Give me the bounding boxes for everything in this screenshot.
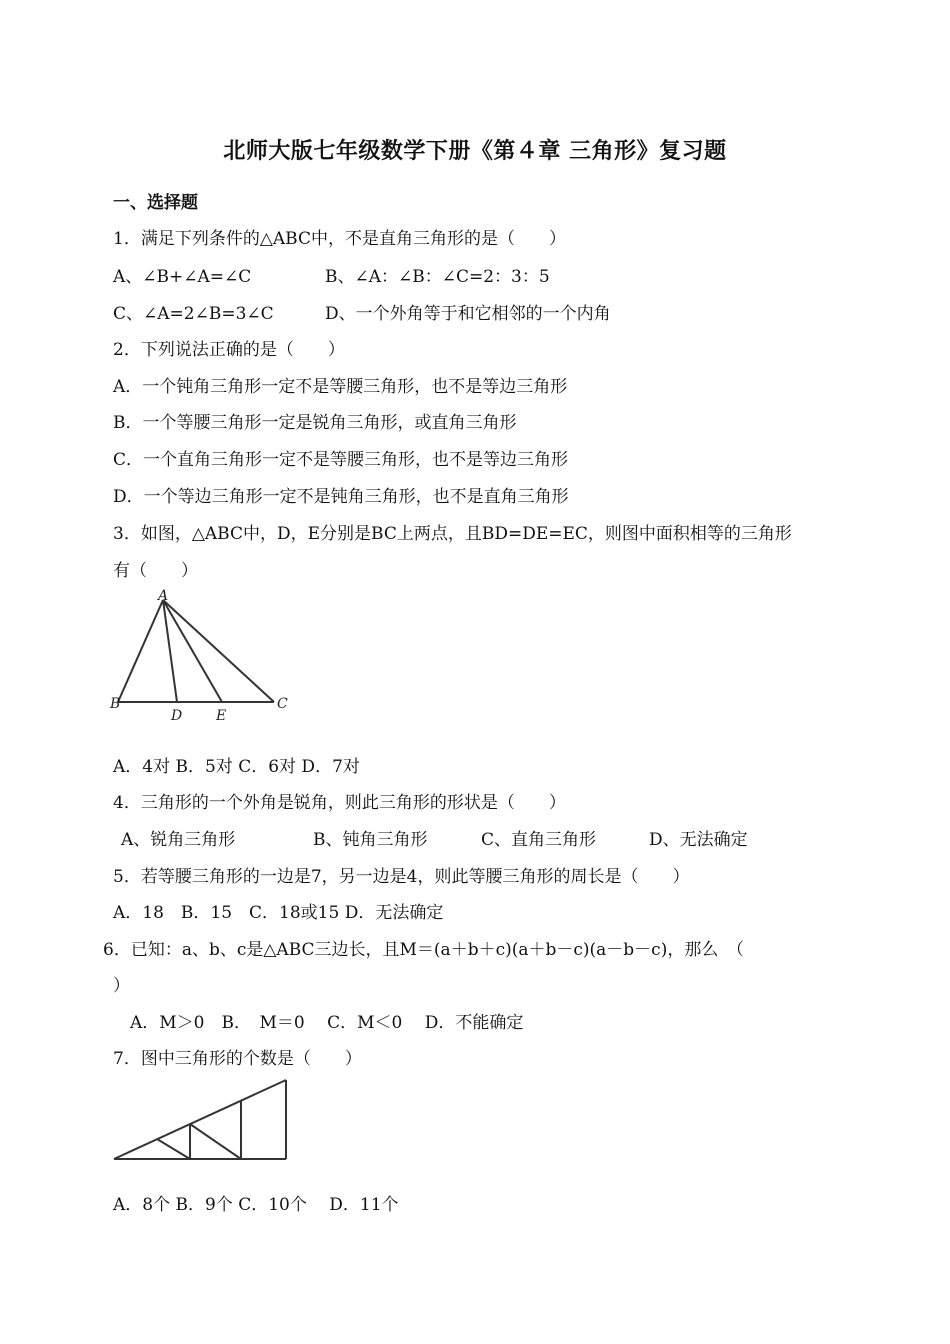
q1-option-c: C、∠A=2∠B=3∠C xyxy=(113,304,274,324)
label-d: D xyxy=(171,708,183,723)
label-e: E xyxy=(216,708,227,723)
q1-option-d: D、一个外角等于和它相邻的一个内角 xyxy=(325,304,611,324)
section-heading: 一、选择题 xyxy=(113,193,198,213)
segment-ab xyxy=(118,600,163,702)
q7-triangles-figure xyxy=(110,1076,292,1164)
q2-option-d: D．一个等边三角形一定不是钝角三角形，也不是直角三角形 xyxy=(113,487,569,507)
q2-stem: 2．下列说法正确的是（ ） xyxy=(113,340,345,360)
inner-line-3 xyxy=(190,1124,241,1159)
q4-option-a: A、锐角三角形 xyxy=(121,830,236,850)
q7-options: A．8个 B．9个 C．10个 D．11个 xyxy=(113,1195,399,1215)
label-a: A xyxy=(158,588,169,604)
q1-option-a: A、∠B+∠A=∠C xyxy=(113,267,252,287)
q3-stem: 3．如图，△ABC中，D，E分别是BC上两点，且BD=DE=EC，则图中面积相等的三角形 xyxy=(113,524,792,544)
q3-options: A．4对 B．5对 C．6对 D．7对 xyxy=(113,757,360,777)
q2-option-c: C．一个直角三角形一定不是等腰三角形，也不是等边三角形 xyxy=(113,450,569,470)
segment-ae xyxy=(163,600,222,702)
q5-options: A．18 B．15 C．18或15 D．无法确定 xyxy=(113,903,444,923)
q7-stem: 7．图中三角形的个数是（ ） xyxy=(113,1049,362,1069)
hypotenuse-line xyxy=(114,1080,286,1159)
label-b: B xyxy=(110,696,121,712)
q5-stem: 5．若等腰三角形的一边是7，另一边是4，则此等腰三角形的周长是（ ） xyxy=(113,867,690,887)
segment-ad xyxy=(163,600,177,702)
q3-stem-continued: 有（ ） xyxy=(113,561,198,581)
q2-option-a: A．一个钝角三角形一定不是等腰三角形，也不是等边三角形 xyxy=(113,377,568,397)
q4-option-b: B、钝角三角形 xyxy=(313,830,428,850)
q6-stem-continued: ） xyxy=(113,976,130,996)
q2-option-b: B．一个等腰三角形一定是锐角三角形，或直角三角形 xyxy=(113,413,517,433)
q1-option-b: B、∠A：∠B：∠C=2：3：5 xyxy=(325,267,550,287)
q4-option-d: D、无法确定 xyxy=(649,830,748,850)
q4-stem: 4．三角形的一个外角是锐角，则此三角形的形状是（ ） xyxy=(113,793,566,813)
q4-option-c: C、直角三角形 xyxy=(481,830,597,850)
inner-line-1 xyxy=(157,1139,190,1159)
q1-stem: 1．满足下列条件的△ABC中，不是直角三角形的是（ ） xyxy=(113,229,566,249)
q3-triangle-figure xyxy=(108,588,298,723)
label-c: C xyxy=(277,696,288,712)
segment-ac xyxy=(163,600,274,702)
q6-stem: 6．已知：a、b、c是△ABC三边长，且M＝(a＋b＋c)(a＋b－c)(a－b－c)，那么 （ xyxy=(103,940,744,960)
q6-options: A．M＞0 B． M＝0 C．M＜0 D．不能确定 xyxy=(130,1013,524,1033)
page-title: 北师大版七年级数学下册《第４章 三角形》复习题 xyxy=(223,139,727,164)
